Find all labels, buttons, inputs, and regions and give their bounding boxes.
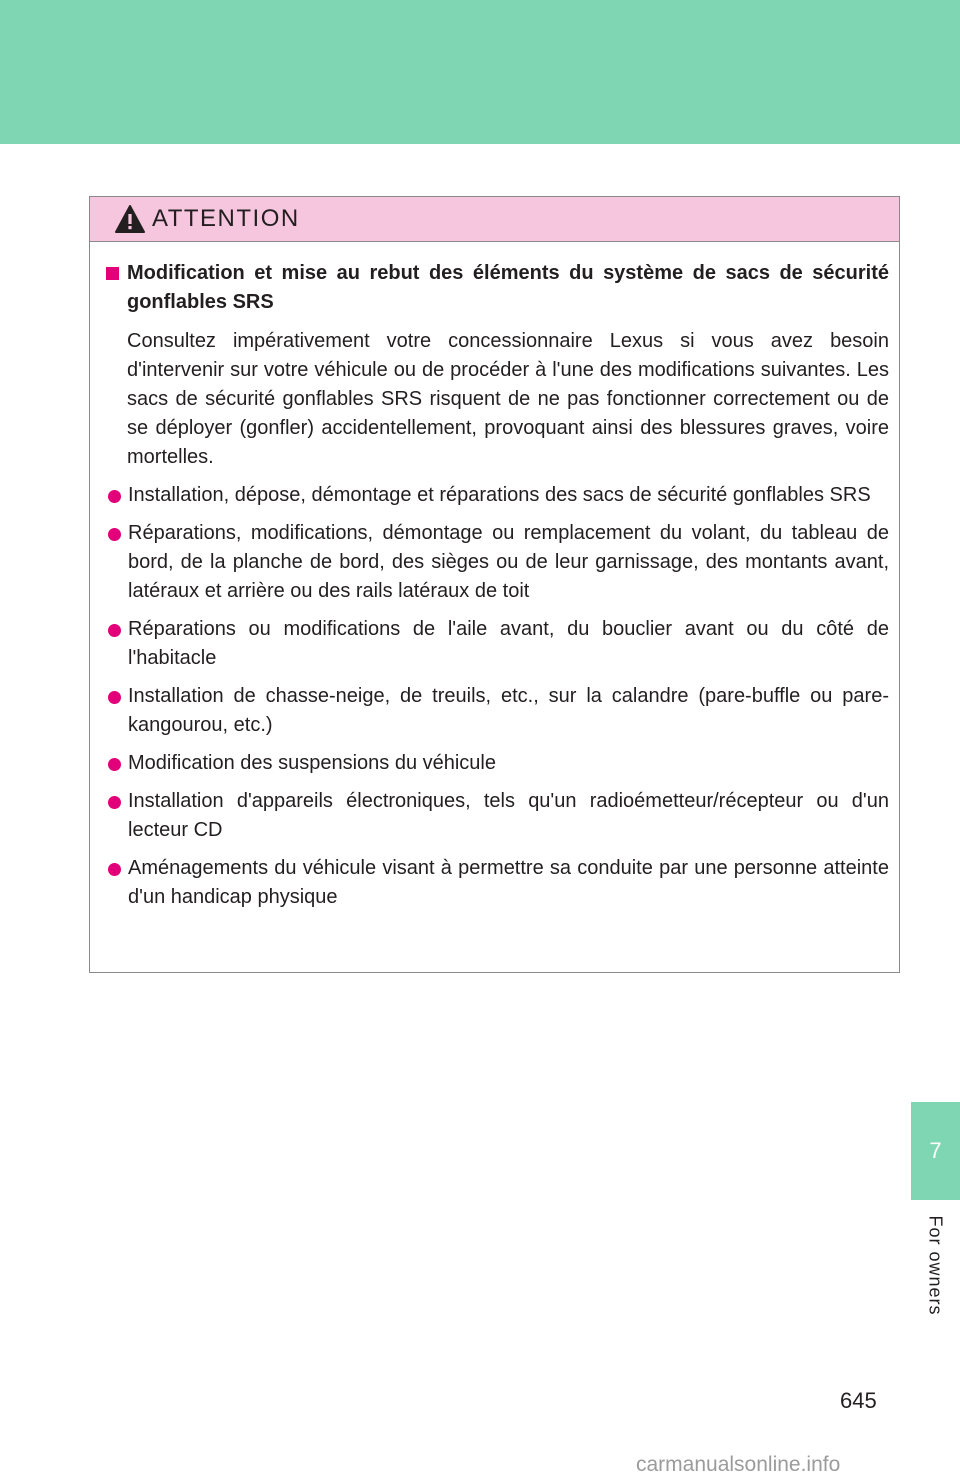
intro-paragraph: Consultez impérativement votre concessionnaire Lexus si vous avez besoin d'intervenir sur votre véhicule ou de procéder à l'une des modifications suivantes. Les sacs de sécurité gonflables SRS risquent de ne pas fonctionner correctement ou de se déployer (gonfler) accidentellement, provoquant ainsi des blessures graves, voire mortelles. — [127, 330, 889, 468]
round-bullet-icon — [108, 796, 121, 809]
list-item-text: Installation d'appareils électroniques, tels qu'un radioémetteur/récepteur ou d'un lecteur CD — [128, 790, 889, 841]
chapter-label — [911, 1200, 960, 1330]
list-item-text: Aménagements du véhicule visant à permettre sa conduite par une personne atteinte d'un handicap physique — [128, 857, 889, 908]
list-item — [106, 682, 889, 740]
round-bullet-icon — [108, 528, 121, 541]
round-bullet-icon — [108, 691, 121, 704]
list-item — [106, 854, 889, 912]
watermark: carmanualsonline.info — [636, 1453, 841, 1476]
warning-triangle-icon — [114, 204, 146, 234]
chapter-label-text: For owners — [926, 1214, 946, 1316]
attention-title: ATTENTION — [152, 205, 300, 232]
top-color-band — [0, 0, 960, 144]
list-item-text: Réparations, modifications, démontage ou remplacement du volant, du tableau de bord, de la planche de bord, des sièges ou de leur garnissage, des montants avant, latéraux et arrière ou des rails latéraux de toit — [128, 522, 889, 602]
square-bullet-icon — [106, 267, 119, 280]
round-bullet-icon — [108, 490, 121, 503]
section-heading — [106, 259, 889, 317]
list-item — [106, 787, 889, 845]
attention-header — [90, 197, 899, 242]
round-bullet-icon — [108, 624, 121, 637]
list-item-text: Installation, dépose, démontage et réparations des sacs de sécurité gonflables SRS — [128, 484, 871, 506]
page-number: 645 — [840, 1388, 877, 1413]
round-bullet-icon — [108, 863, 121, 876]
attention-box — [89, 196, 900, 973]
list-item-text: Installation de chasse-neige, de treuils, etc., sur la calandre (pare-buffle ou pare-kangourou, etc.) — [128, 685, 889, 736]
list-item-text: Réparations ou modifications de l'aile avant, du bouclier avant ou du côté de l'habitacle — [128, 618, 889, 669]
bullet-list — [106, 481, 889, 912]
chapter-tab — [911, 1102, 960, 1200]
list-item-text: Modification des suspensions du véhicule — [128, 752, 496, 774]
section-heading-text: Modification et mise au rebut des éléments du système de sacs de sécurité gonflables SRS — [127, 262, 889, 313]
list-item — [106, 749, 889, 778]
attention-body — [90, 242, 899, 912]
list-item — [106, 615, 889, 673]
chapter-number: 7 — [929, 1138, 942, 1163]
list-item — [106, 519, 889, 606]
list-item — [106, 481, 889, 510]
round-bullet-icon — [108, 758, 121, 771]
